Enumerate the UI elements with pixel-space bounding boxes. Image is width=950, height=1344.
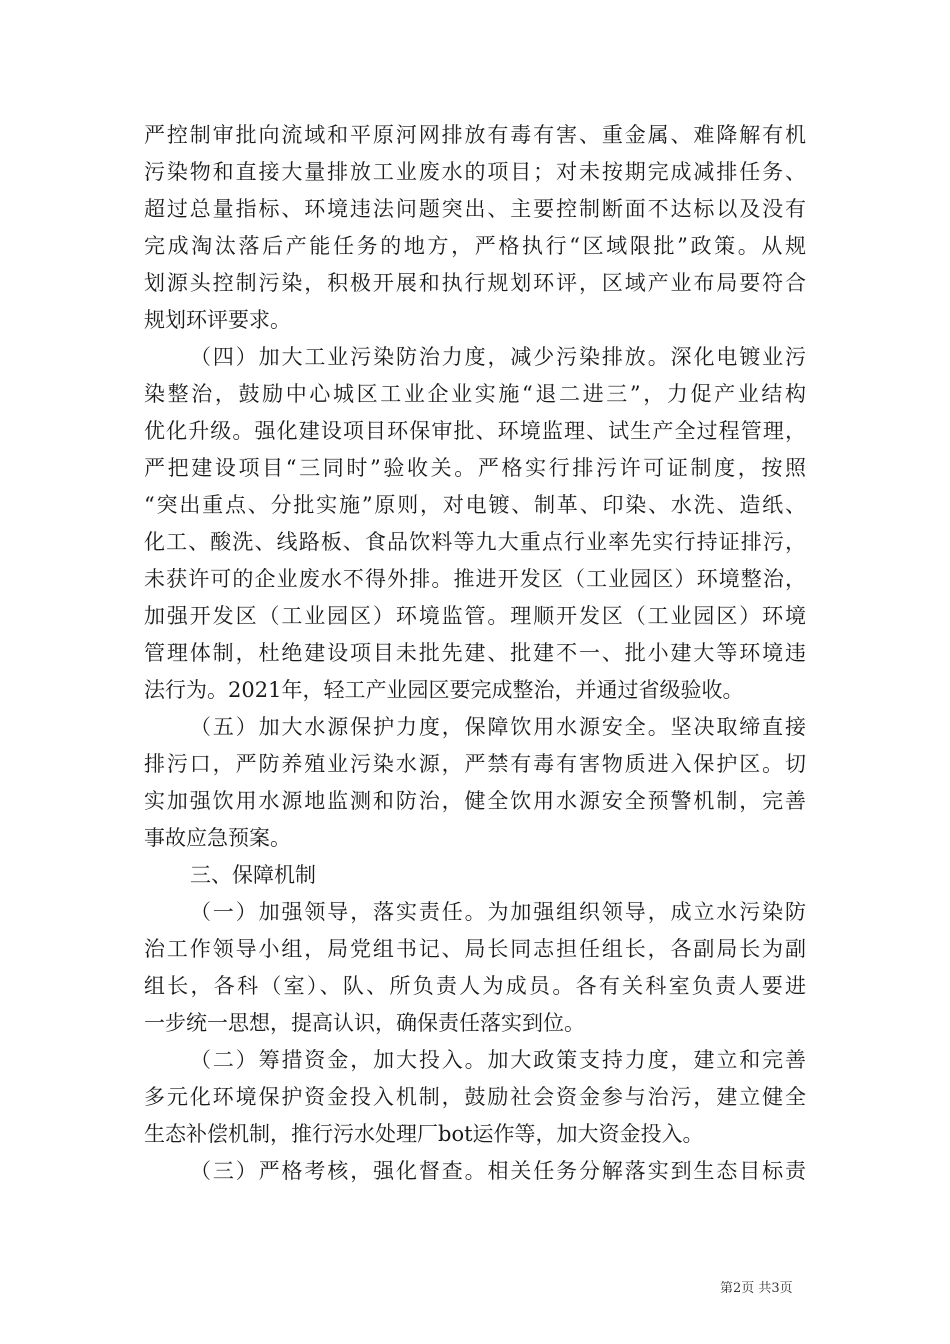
text-line: 规划环评要求。 (144, 308, 291, 332)
text-line: 法行为。2021年，轻工产业园区要完成整治，并通过省级验收。 (144, 678, 744, 702)
text-line: “突出重点、分批实施”原则，对电镀、制革、印染、水洗、造纸、 (144, 493, 806, 517)
text-line: 化工、酸洗、线路板、食品饮料等九大重点行业率先实行持证排污， (144, 530, 806, 554)
text-line: （三）严格考核，强化督查。相关任务分解落实到生态目标责 (190, 1159, 806, 1183)
text-line: 实加强饮用水源地监测和防治，健全饮用水源安全预警机制，完善 (144, 789, 806, 813)
text-line: 超过总量指标、环境违法问题突出、主要控制断面不达标以及没有 (144, 197, 806, 221)
text-line: 完成淘汰落后产能任务的地方，严格执行“区域限批”政策。从规 (144, 234, 806, 258)
document-body (144, 117, 806, 1190)
text-line: 未获许可的企业废水不得外排。推进开发区（工业园区）环境整治， (144, 567, 806, 591)
text-line: 事故应急预案。 (144, 826, 291, 850)
text-line: 优化升级。强化建设项目环保审批、环境监理、试生产全过程管理， (144, 419, 806, 443)
text-line: 污染物和直接大量排放工业废水的项目；对未按期完成减排任务、 (144, 160, 806, 184)
text-line: 严把建设项目“三同时”验收关。严格实行排污许可证制度，按照 (144, 456, 806, 480)
text-line: 染整治，鼓励中心城区工业企业实施“退二进三”，力促产业结构 (144, 382, 806, 406)
text-line: 生态补偿机制，推行污水处理厂bot运作等，加大资金投入。 (144, 1122, 704, 1146)
text-line: 严控制审批向流域和平原河网排放有毒有害、重金属、难降解有机 (144, 123, 806, 147)
text-line: 划源头控制污染，积极开展和执行规划环评，区域产业布局要符合 (144, 271, 806, 295)
text-line: 多元化环境保护资金投入机制，鼓励社会资金参与治污，建立健全 (144, 1085, 806, 1109)
text-line: （一）加强领导，落实责任。为加强组织领导，成立水污染防 (190, 900, 806, 924)
text-line: 一步统一思想，提高认识，确保责任落实到位。 (144, 1011, 585, 1035)
text-line: 排污口，严防养殖业污染水源，严禁有毒有害物质进入保护区。切 (144, 752, 806, 776)
text-line: （五）加大水源保护力度，保障饮用水源安全。坚决取缔直接 (190, 715, 806, 739)
text-line: 加强开发区（工业园区）环境监管。理顺开发区（工业园区）环境 (144, 604, 806, 628)
text-line: 管理体制，杜绝建设项目未批先建、批建不一、批小建大等环境违 (144, 641, 806, 665)
text-line: 治工作领导小组，局党组书记、局长同志担任组长，各副局长为副 (144, 937, 806, 961)
text-line: （二）筹措资金，加大投入。加大政策支持力度，建立和完善 (190, 1048, 806, 1072)
page-number: 第2页 共3页 (720, 1281, 793, 1296)
text-line: 三、保障机制 (190, 863, 316, 887)
text-line: （四）加大工业污染防治力度，减少污染排放。深化电镀业污 (190, 345, 806, 369)
text-line: 组长，各科（室）、队、所负责人为成员。各有关科室负责人要进 (144, 974, 806, 998)
